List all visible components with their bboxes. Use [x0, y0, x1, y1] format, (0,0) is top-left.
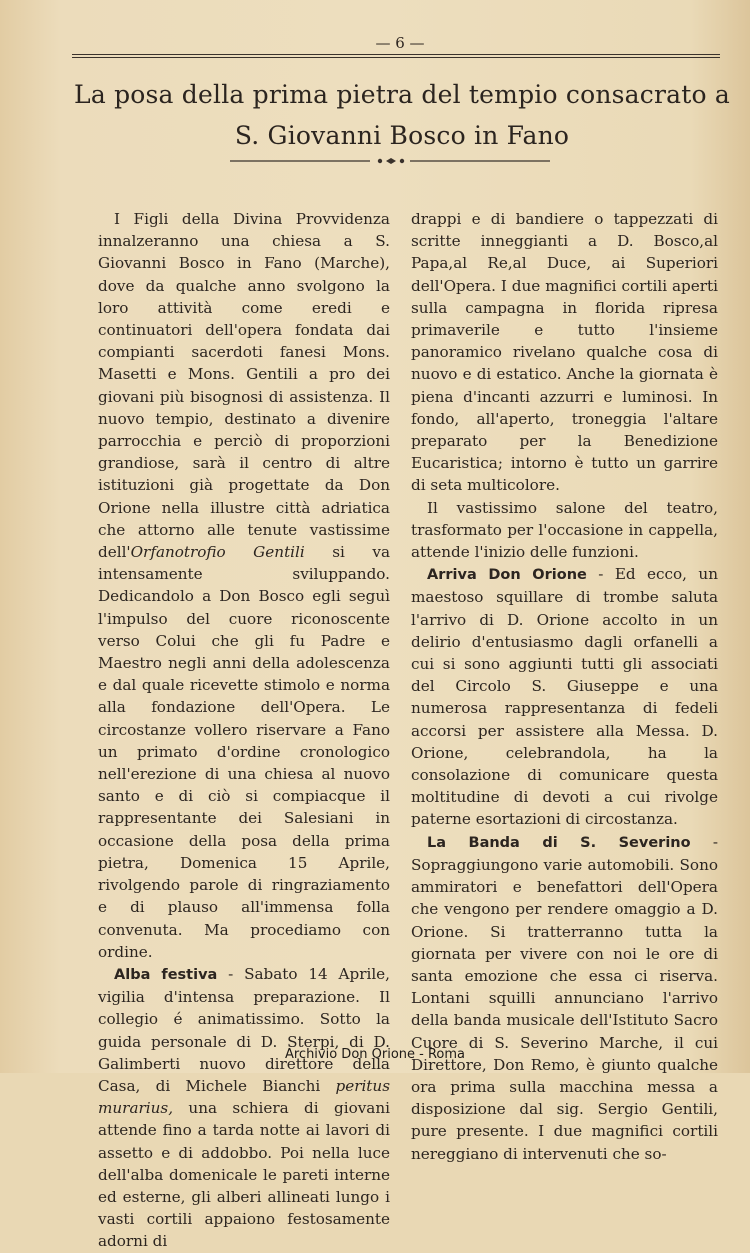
run-in-heading: La Banda di S. Severino — [427, 834, 691, 851]
page-number: — 6 — — [375, 34, 425, 52]
paragraph-alba-festiva: Alba festiva - Sabato 14 Aprile, vigilia d'intensa preparazione. Il collegio é animatissimo. Sotto la guida personale di D. Sterpi, di D. Galimberti nuovo direttore della Casa, di Michele Bianchi peritus murarius, una schiera di giovani attende fino a tarda notte ai lavori di assetto e di addobbo. Poi nella luce dell'alba domenicale le pareti interne ed esterne, gli alberi allineati lungo i vasti cortili appaiono festosamente adorni di — [98, 964, 390, 1251]
run-in-heading: Arriva Don Orione — [427, 567, 587, 584]
header-rule-top — [72, 54, 720, 55]
article-left-column — [98, 208, 390, 1253]
paragraph-continued: drappi e di bandiere o tappezzati di scritte inneggianti a D. Bosco,al Papa,al Re,al Duce, ai Superiori dell'Opera. I due magnifici cortili aperti sulla campagna in florida ripresa primaverile e tutto l'insieme panoramico rivelano qualche cosa di nuovo e di estatico. Anche la giornata è piena d'incanti azzurri e luminosi. In fondo, all'aperto, troneggia l'altare preparato per la Benedizione Eucaristica; intorno è tutto un garrire di seta multicolore. — [411, 210, 718, 495]
paragraph-arriva-don-orione: Arriva Don Orione - Ed ecco, un maestoso squillare di trombe saluta l'arrivo di D. Orione accolto in un delirio d'entusiasmo dagli orfanelli a cui si sono aggiunti tutti gli associati del Circolo S. Giuseppe e una numerosa rappresentanza di fedeli accorsi per assistere alla Messa. D. Orione, celebrandola, ha la consolazione di comunicare questa moltitudine di devoti a cui rivolge paterne esortazioni di circostanza. — [411, 565, 718, 829]
run-in-heading: Alba festiva — [114, 966, 218, 983]
article-title — [72, 74, 732, 156]
paragraph-banda: La Banda di S. Severino - Sopraggiungono varie automobili. Sono ammiratori e benefattori dell'Opera che vengono per rendere omaggio a D. Orione. Si tratterranno tutta la giornata per vivere con noi le ore di santa emozione che essa ci riserva. Lontani squilli annunciano l'arrivo della banda musicale dell'Istituto Sacro Cuore di S. Severino Marche, il cui Direttore, Don Remo, è giunto qualche ora prima sulla macchina messa a disposizione dal sig. Sergio Gentili, pure presente. I due magnifici cortili nereggiano di intervenuti che so- — [411, 832, 718, 1163]
article-right-column — [411, 208, 718, 1165]
header-rule-bottom — [72, 57, 720, 58]
title-line-1: La posa della prima pietra del tempio consacrato a — [74, 80, 730, 109]
paragraph-intro: I Figli della Divina Provvidenza innalzeranno una chiesa a S. Giovanni Bosco in Fano (Marche), dove da qualche anno svolgono la loro attività come eredi e continuatori dell'opera fondata dai compianti sacerdoti fanesi Mons. Masetti e Mons. Gentili a pro dei giovani più bisognosi di assistenza. Il nuovo tempio, destinato a divenire parrocchia e perciò di proporzioni grandiose, sarà il centro di altre istituzioni già progettate da Don Orione nella illustre città adriatica che attorno alle tenute vastissime dell'Orfanotrofio Gentili si va intensamente sviluppando. Dedicandolo a Don Bosco egli seguì l'impulso del cuore riconoscente verso Colui che gli fu Padre e Maestro negli anni della adolescenza e dal quale ricevette stimolo e norma alla fondazione dell'Opera. Le circostanze vollero riservare a Fano un primato d'ordine cronologico nell'erezione di una chiesa al nuovo santo e di ciò si compiacque il rappresentante dei Salesiani in occasione della posa della prima pietra, Domenica 15 Aprile, rivolgendo parole di ringraziamento e di plauso all'immensa folla convenuta. Ma procediamo con ordine. — [98, 210, 390, 961]
title-ornament — [230, 156, 550, 166]
archive-footer: Archivio Don Orione - Roma — [284, 1047, 466, 1062]
paragraph-salone: Il vastissimo salone del teatro, trasformato per l'occasione in cappella, attende l'inizio delle funzioni. — [411, 498, 718, 562]
title-line-2: S. Giovanni Bosco in Fano — [234, 121, 570, 150]
